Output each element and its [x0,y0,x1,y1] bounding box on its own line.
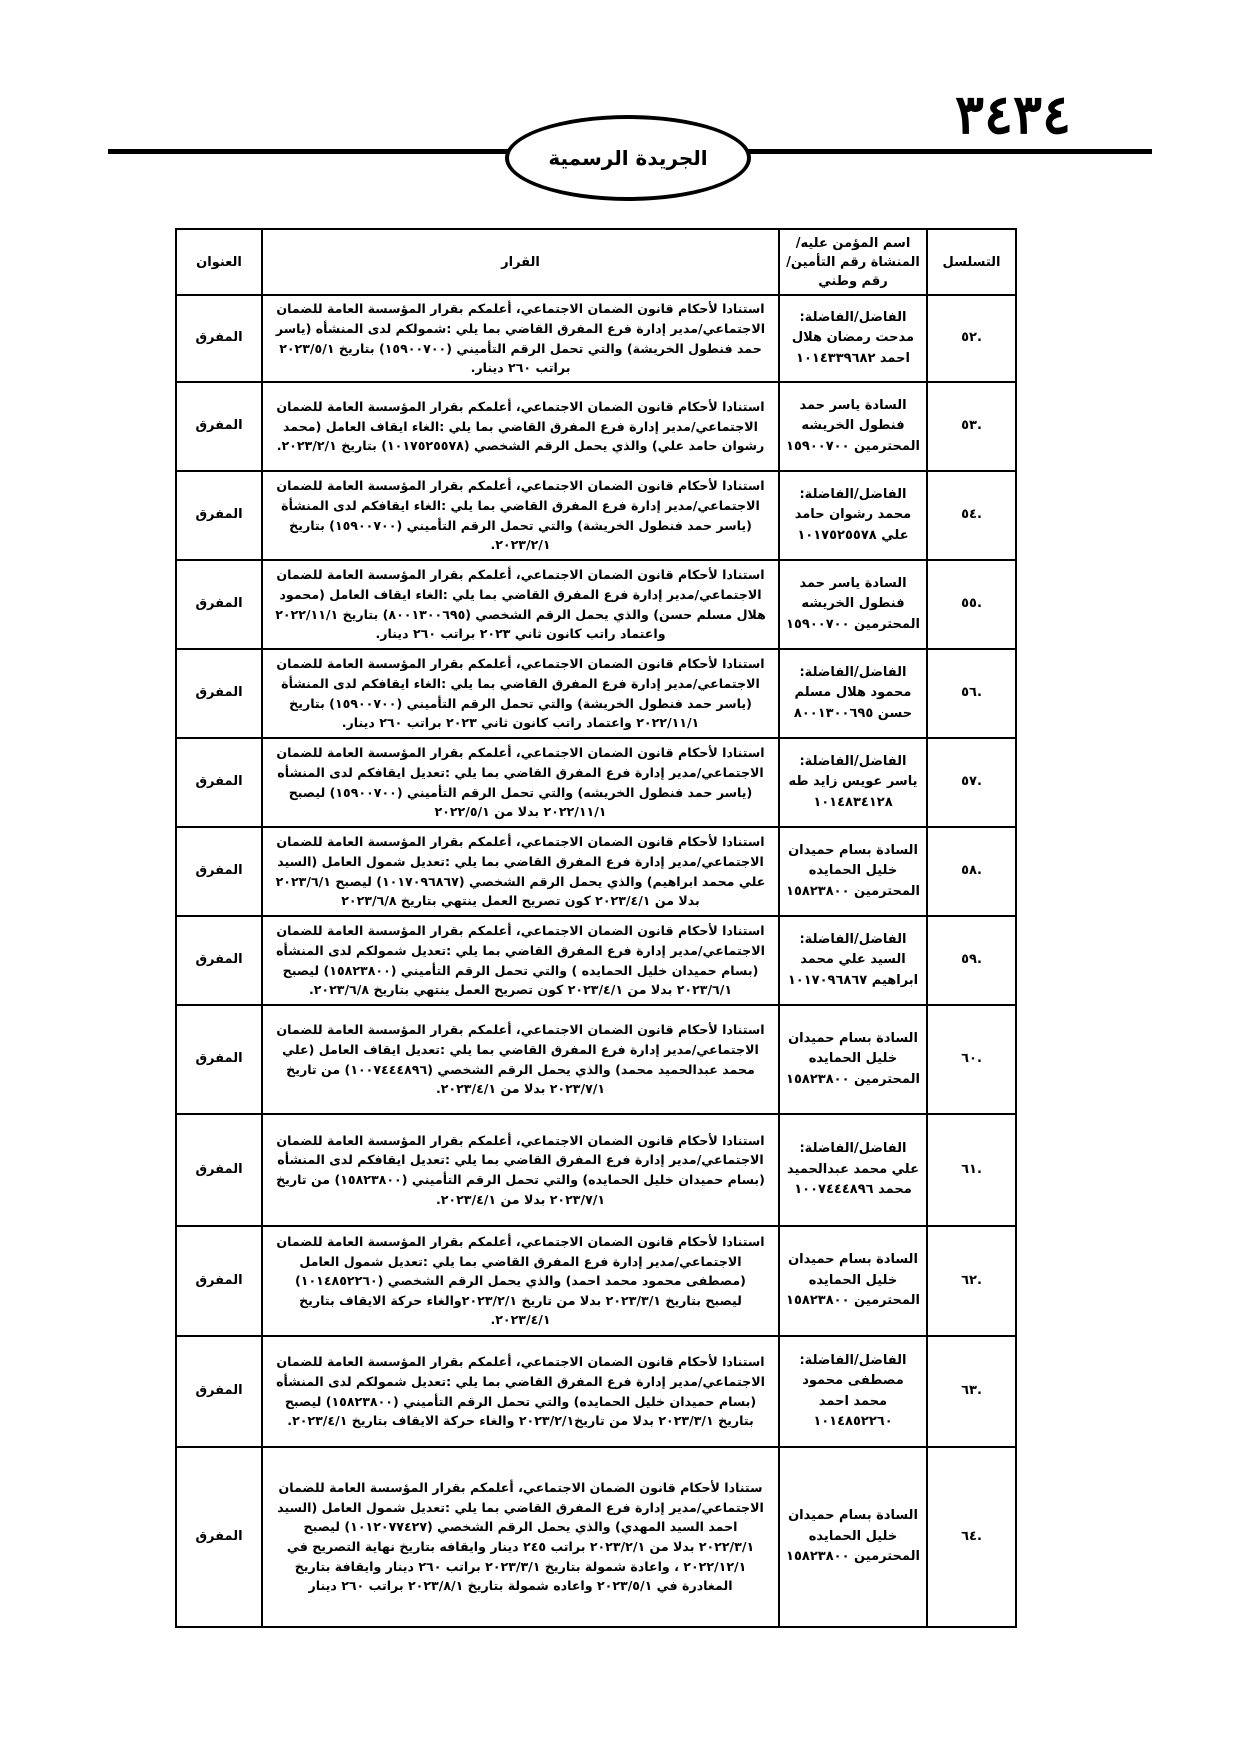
row-address: المفرق [176,738,262,827]
row-insured: الفاضل/الفاضلة: علي محمد عبدالحميد محمد ١٠٠٧٤٤٤٨٩٦ [779,1114,927,1226]
masthead-title: الجريدة الرسمية [548,146,708,170]
row-decision: استنادا لأحكام قانون الضمان الاجتماعي، أعلمكم بقرار المؤسسة العامة للضمان الاجتماعي/مدير إدارة فرع المفرق القاضي بما يلي :شمولكم لدى المنشأه (ياسر حمد فنطول الخريشة) والتي تحمل الرقم التأميني (١٥٩٠٠٧٠٠) بتاريخ ٢٠٢٣/٥/١ براتب ٢٦٠ دينار. [262,295,779,382]
table-row [176,382,1016,471]
row-decision: استنادا لأحكام قانون الضمان الاجتماعي، أعلمكم بقرار المؤسسة العامة للضمان الاجتماعي/مدير إدارة فرع المفرق القاضي بما يلي :الغاء ايقاف العامل (محمود هلال مسلم حسن) والذي يحمل الرقم الشخصي (٨٠٠١٣٠٠٦٩٥) بتاريخ ٢٠٢٢/١١/١ واعتماد راتب كانون ثاني ٢٠٢٣ براتب ٢٦٠ دينار. [262,560,779,649]
row-insured: الفاضل/الفاضلة: مدحت رمضان هلال احمد ١٠١٤٣٣٩٦٨٢ [779,295,927,382]
row-serial: .٥٢ [927,295,1016,382]
row-decision: استنادا لأحكام قانون الضمان الاجتماعي، أعلمكم بقرار المؤسسة العامة للضمان الاجتماعي/مدير إدارة فرع المفرق القاضي بما يلي :الغاء ايقاف العامل (محمد رشوان حامد علي) والذي يحمل الرقم الشخصي (١٠١٧٥٢٥٥٧٨) بتاريخ ٢٠٢٣/٢/١. [262,382,779,471]
masthead-oval [505,115,751,201]
table-header-row [176,229,1016,295]
table-row [176,295,1016,382]
row-serial: .٥٣ [927,382,1016,471]
row-serial: .٥٤ [927,471,1016,560]
table-row [176,560,1016,649]
row-insured: الفاضل/الفاضلة: مصطفى محمود محمد احمد ١٠١٤٨٥٢٢٦٠ [779,1336,927,1447]
header-serial: التسلسل [927,229,1016,295]
row-serial: .٦٣ [927,1336,1016,1447]
row-address: المفرق [176,560,262,649]
row-decision: استنادا لأحكام قانون الضمان الاجتماعي، أعلمكم بقرار المؤسسة العامة للضمان الاجتماعي/مدير إدارة فرع المفرق القاضي بما يلي :تعديل شمولكم لدى المنشأه (بسام حميدان خليل الحمايده) والتي تحمل الرقم التأميني (١٥٨٢٣٨٠٠) ليصبح بتاريخ ٢٠٢٣/٣/١ بدلا من تاريخ٢٠٢٣/٢/١ والغاء حركة الايقاف بتاريخ ٢٠٢٣/٤/١. [262,1336,779,1447]
row-serial: .٦١ [927,1114,1016,1226]
row-insured: الفاضل/الفاضلة: ياسر عويس زايد طه ١٠١٤٨٣٤١٢٨ [779,738,927,827]
table-row [176,1226,1016,1336]
row-serial: .٥٨ [927,827,1016,916]
row-serial: .٦٢ [927,1226,1016,1336]
row-insured: السادة بسام حميدان خليل الحمايده المحترمين ١٥٨٢٣٨٠٠ [779,827,927,916]
row-decision: استنادا لأحكام قانون الضمان الاجتماعي، أعلمكم بقرار المؤسسة العامة للضمان الاجتماعي/مدير إدارة فرع المفرق القاضي بما يلي :تعديل شمول العامل (مصطفى محمود محمد احمد) والذي يحمل الرقم الشخصي (١٠١٤٨٥٢٢٦٠) ليصبح بتاريخ ٢٠٢٣/٣/١ بدلا من تاريخ ٢٠٢٣/٢/١والغاء حركة الايقاف بتاريخ ٢٠٢٣/٤/١. [262,1226,779,1336]
row-address: المفرق [176,471,262,560]
decisions-table [175,228,1017,1628]
row-insured: السادة ياسر حمد فنطول الخريشه المحترمين ١٥٩٠٠٧٠٠ [779,560,927,649]
row-address: المفرق [176,382,262,471]
row-insured: السادة بسام حميدان خليل الحمايده المحترمين ١٥٨٢٣٨٠٠ [779,1447,927,1627]
row-decision: استنادا لأحكام قانون الضمان الاجتماعي، أعلمكم بقرار المؤسسة العامة للضمان الاجتماعي/مدير إدارة فرع المفرق القاضي بما يلي :تعديل ايقافكم لدى المنشأه (بسام حميدان خليل الحمايده) والتي تحمل الرقم التأميني (١٥٨٢٣٨٠٠) من تاريخ ٢٠٢٣/٧/١ بدلا من ٢٠٢٣/٤/١. [262,1114,779,1226]
table-row [176,1005,1016,1114]
row-decision: استنادا لأحكام قانون الضمان الاجتماعي، أعلمكم بقرار المؤسسة العامة للضمان الاجتماعي/مدير إدارة فرع المفرق القاضي بما يلي :الغاء ايقافكم لدى المنشأة (ياسر حمد فنطول الخريشة) والتي تحمل الرقم التأميني (١٥٩٠٠٧٠٠) بتاريخ ٢٠٢٢/١١/١ واعتماد راتب كانون ثاني ٢٠٢٣ براتب ٢٦٠ دينار. [262,649,779,738]
header-address: العنوان [176,229,262,295]
row-insured: السادة بسام حميدان خليل الحمايده المحترمين ١٥٨٢٣٨٠٠ [779,1226,927,1336]
row-serial: .٥٥ [927,560,1016,649]
header-insured: اسم المؤمن عليه/ المنشاة رقم التأمين/ رقم وطني [779,229,927,295]
row-address: المفرق [176,295,262,382]
row-decision: استنادا لأحكام قانون الضمان الاجتماعي، أعلمكم بقرار المؤسسة العامة للضمان الاجتماعي/مدير إدارة فرع المفرق القاضي بما يلي :تعديل شمولكم لدى المنشأه (بسام حميدان خليل الحمايده ) والتي تحمل الرقم التأميني (١٥٨٢٣٨٠٠) ليصبح ٢٠٢٣/٦/١ بدلا من ٢٠٢٣/٤/١ كون تصريح العمل ينتهي بتاريخ ٢٠٢٣/٦/٨. [262,916,779,1005]
table-row [176,1114,1016,1226]
row-address: المفرق [176,827,262,916]
table-row [176,738,1016,827]
row-serial: .٥٩ [927,916,1016,1005]
row-decision: استنادا لأحكام قانون الضمان الاجتماعي، أعلمكم بقرار المؤسسة العامة للضمان الاجتماعي/مدير إدارة فرع المفرق القاضي بما يلي :تعديل ايقافكم لدى المنشأه (ياسر حمد فنطول الخريشه) والتي تحمل الرقم التأميني (١٥٩٠٠٧٠٠) ليصبح ٢٠٢٢/١١/١ بدلا من ٢٠٢٢/٥/١ [262,738,779,827]
row-address: المفرق [176,649,262,738]
row-address: المفرق [176,1114,262,1226]
table-row [176,827,1016,916]
row-decision: استنادا لأحكام قانون الضمان الاجتماعي، أعلمكم بقرار المؤسسة العامة للضمان الاجتماعي/مدير إدارة فرع المفرق القاضي بما يلي :تعديل ايقاف العامل (علي محمد عبدالحميد محمد) والذي يحمل الرقم الشخصي (١٠٠٧٤٤٤٨٩٦) من تاريخ ٢٠٢٣/٧/١ بدلا من ٢٠٢٣/٤/١. [262,1005,779,1114]
page-number: ٣٤٣٤ [955,82,1072,146]
row-address: المفرق [176,1447,262,1627]
row-address: المفرق [176,1005,262,1114]
header-decision: القرار [262,229,779,295]
row-decision: استنادا لأحكام قانون الضمان الاجتماعي، أعلمكم بقرار المؤسسة العامة للضمان الاجتماعي/مدير إدارة فرع المفرق القاضي بما يلي :الغاء ايقافكم لدى المنشأة (ياسر حمد فنطول الخريشة) والتي تحمل الرقم التأميني (١٥٩٠٠٧٠٠) بتاريخ ٢٠٢٣/٢/١. [262,471,779,560]
row-insured: الفاضل/الفاضلة: محمود هلال مسلم حسن ٨٠٠١٣٠٠٦٩٥ [779,649,927,738]
row-address: المفرق [176,1226,262,1336]
row-insured: السادة ياسر حمد فنطول الخريشه المحترمين ١٥٩٠٠٧٠٠ [779,382,927,471]
row-serial: .٥٦ [927,649,1016,738]
table-row [176,1336,1016,1447]
row-address: المفرق [176,1336,262,1447]
table-row [176,1447,1016,1627]
row-decision: استنادا لأحكام قانون الضمان الاجتماعي، أعلمكم بقرار المؤسسة العامة للضمان الاجتماعي/مدير إدارة فرع المفرق القاضي بما يلي :تعديل شمول العامل (السيد علي محمد ابراهيم) والذي يحمل الرقم الشخصي (١٠١٧٠٩٦٨٦٧) ليصبح ٢٠٢٣/٦/١ بدلا من ٢٠٢٣/٤/١ كون تصريح العمل ينتهي بتاريخ ٢٠٢٣/٦/٨ [262,827,779,916]
row-serial: .٥٧ [927,738,1016,827]
table-row [176,916,1016,1005]
table-row [176,471,1016,560]
row-serial: .٦٠ [927,1005,1016,1114]
row-insured: الفاضل/الفاضلة: السيد علي محمد ابراهيم ١٠١٧٠٩٦٨٦٧ [779,916,927,1005]
row-decision: ستنادا لأحكام قانون الضمان الاجتماعي، أعلمكم بقرار المؤسسة العامة للضمان الاجتماعي/مدير إدارة فرع المفرق القاضي بما يلي :تعديل شمول العامل (السيد احمد السيد المهدي) والذي يحمل الرقم الشخصي (١٠١٢٠٧٧٤٢٧) ليصبح ٢٠٢٢/٣/١ بدلا من ٢٠٢٣/٢/١ براتب ٢٤٥ دينار وايقافه بتاريخ نهاية التصريح في ٢٠٢٢/١٢/١ ، واعادة شمولة بتاريخ ٢٠٢٣/٣/١ براتب ٢٦٠ دينار وايقافة بتاريخ المغادرة في ٢٠٢٣/٥/١ واعاده شمولة بتاريخ ٢٠٢٣/٨/١ براتب ٢٦٠ دينار [262,1447,779,1627]
row-address: المفرق [176,916,262,1005]
table-row [176,649,1016,738]
row-insured: السادة بسام حميدان خليل الحمايده المحترمين ١٥٨٢٣٨٠٠ [779,1005,927,1114]
row-serial: .٦٤ [927,1447,1016,1627]
row-insured: الفاضل/الفاضلة: محمد رشوان حامد علي ١٠١٧٥٢٥٥٧٨ [779,471,927,560]
